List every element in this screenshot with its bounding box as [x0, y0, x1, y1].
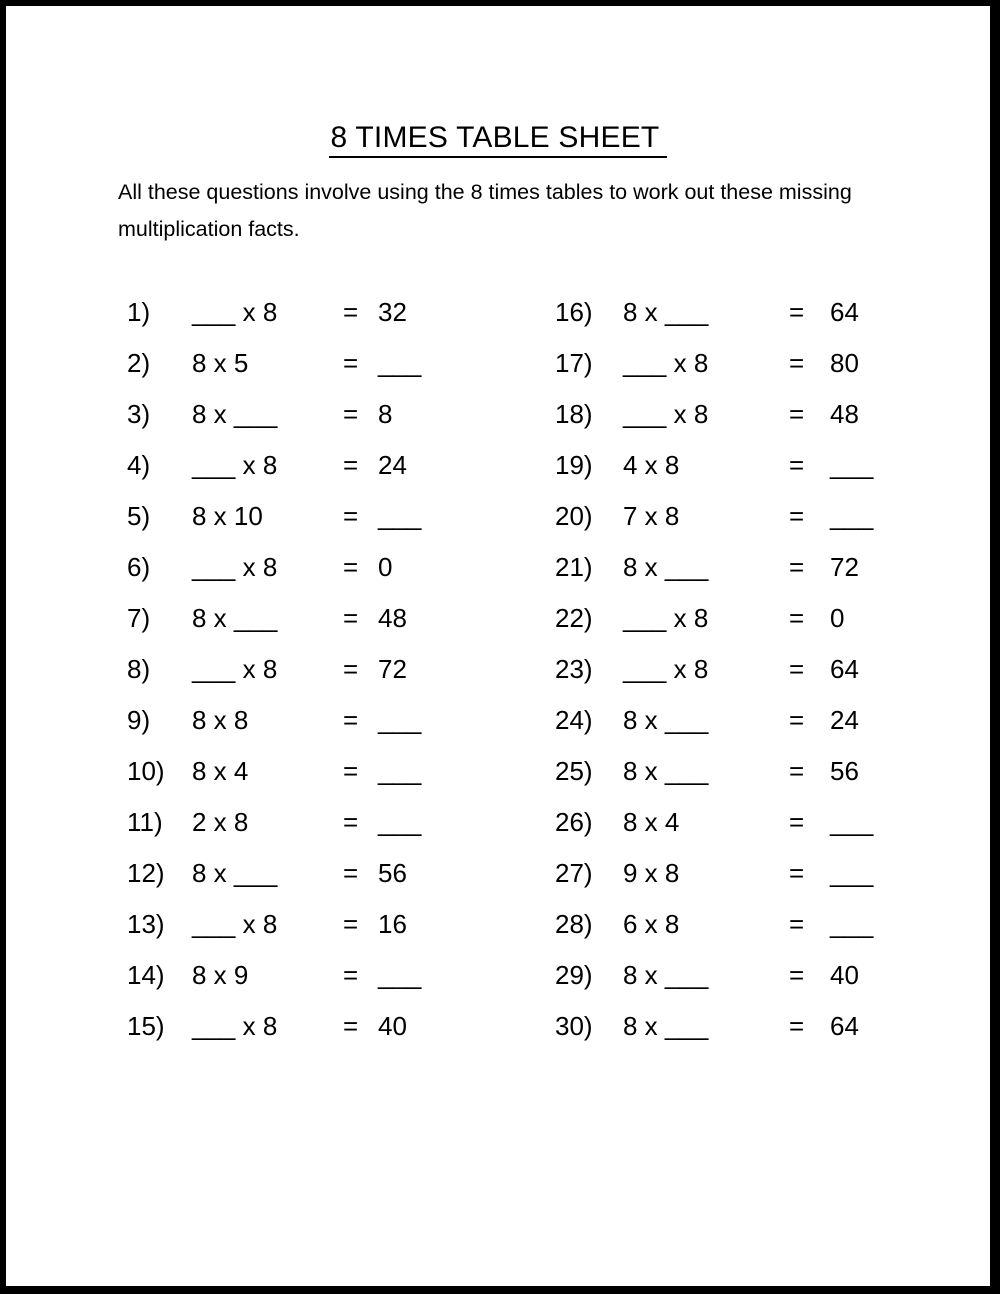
equals-sign: = [343, 348, 359, 378]
question-answer: 56 [830, 756, 859, 786]
equals-sign: = [343, 705, 359, 735]
equals-sign: = [343, 654, 359, 684]
question-column-left [6, 287, 426, 1052]
worksheet-title: 8 TIMES TABLE SHEET [329, 120, 668, 158]
question-number: 24) [555, 705, 593, 735]
question-number: 6) [127, 552, 151, 582]
question-answer: 64 [830, 297, 859, 327]
equals-sign: = [789, 450, 805, 480]
equals-sign: = [789, 501, 805, 531]
question-number: 28) [555, 909, 593, 939]
question-row [6, 746, 426, 797]
question-answer: 40 [378, 1011, 407, 1041]
equals-sign: = [343, 807, 359, 837]
question-answer: ___ [830, 450, 874, 480]
question-row [436, 746, 859, 797]
equals-sign: = [789, 960, 805, 990]
question-expression: ___ x 8 [192, 909, 278, 939]
question-number: 7) [127, 603, 151, 633]
equals-sign: = [789, 399, 805, 429]
question-number: 17) [555, 348, 593, 378]
question-expression: ___ x 8 [192, 1011, 278, 1041]
question-number: 20) [555, 501, 593, 531]
question-row [6, 338, 426, 389]
question-row [436, 797, 874, 848]
equals-sign: = [343, 399, 359, 429]
question-row [6, 899, 426, 950]
equals-sign: = [789, 909, 805, 939]
question-answer: ___ [378, 756, 422, 786]
question-row [6, 440, 426, 491]
question-row [6, 389, 426, 440]
question-answer: 40 [830, 960, 859, 990]
question-row [6, 593, 426, 644]
question-answer: ___ [378, 960, 422, 990]
equals-sign: = [789, 1011, 805, 1041]
question-row [436, 593, 856, 644]
question-row [6, 848, 426, 899]
question-row [6, 644, 426, 695]
question-answer: ___ [378, 705, 422, 735]
question-number: 13) [127, 909, 165, 939]
question-row [6, 287, 426, 338]
question-answer: 8 [378, 399, 393, 429]
equals-sign: = [343, 552, 359, 582]
question-expression: ___ x 8 [623, 603, 709, 633]
question-answer: 64 [830, 1011, 859, 1041]
question-expression: 8 x 4 [192, 756, 249, 786]
question-number: 2) [127, 348, 151, 378]
question-row [436, 389, 859, 440]
question-number: 3) [127, 399, 151, 429]
equals-sign: = [789, 552, 805, 582]
question-number: 19) [555, 450, 593, 480]
question-number: 5) [127, 501, 151, 531]
equals-sign: = [789, 603, 805, 633]
question-number: 30) [555, 1011, 593, 1041]
question-expression: ___ x 8 [192, 450, 278, 480]
question-answer: 24 [830, 705, 859, 735]
question-expression: 8 x ___ [192, 603, 278, 633]
question-answer: 72 [378, 654, 407, 684]
question-expression: 8 x ___ [192, 399, 278, 429]
equals-sign: = [343, 960, 359, 990]
equals-sign: = [789, 756, 805, 786]
equals-sign: = [789, 705, 805, 735]
question-answer: 72 [830, 552, 859, 582]
question-number: 25) [555, 756, 593, 786]
question-answer: ___ [378, 348, 422, 378]
question-expression: 7 x 8 [623, 501, 680, 531]
question-number: 16) [555, 297, 593, 327]
question-answer: 16 [378, 909, 407, 939]
question-expression: 8 x ___ [623, 705, 709, 735]
question-number: 1) [127, 297, 151, 327]
question-answer: 48 [830, 399, 859, 429]
question-answer: ___ [830, 807, 874, 837]
question-expression: 8 x ___ [623, 552, 709, 582]
question-expression: 9 x 8 [623, 858, 680, 888]
question-answer: 24 [378, 450, 407, 480]
question-row [436, 644, 859, 695]
question-expression: 4 x 8 [623, 450, 680, 480]
question-row [6, 695, 426, 746]
question-number: 18) [555, 399, 593, 429]
question-number: 15) [127, 1011, 165, 1041]
question-expression: 8 x ___ [623, 960, 709, 990]
equals-sign: = [789, 348, 805, 378]
question-expression: 8 x 10 [192, 501, 263, 531]
question-row [6, 950, 426, 1001]
equals-sign: = [343, 756, 359, 786]
question-answer: 0 [378, 552, 393, 582]
question-number: 14) [127, 960, 165, 990]
question-number: 10) [127, 756, 165, 786]
equals-sign: = [789, 807, 805, 837]
equals-sign: = [343, 603, 359, 633]
equals-sign: = [789, 297, 805, 327]
question-number: 22) [555, 603, 593, 633]
question-expression: ___ x 8 [623, 654, 709, 684]
question-row [6, 491, 426, 542]
question-answer: ___ [378, 501, 422, 531]
question-expression: 6 x 8 [623, 909, 680, 939]
question-answer: 80 [830, 348, 859, 378]
equals-sign: = [343, 501, 359, 531]
question-row [6, 542, 426, 593]
equals-sign: = [789, 858, 805, 888]
question-answer: 56 [378, 858, 407, 888]
question-expression: 8 x 4 [623, 807, 680, 837]
question-expression: ___ x 8 [623, 348, 709, 378]
question-row [436, 1001, 859, 1052]
question-expression: 2 x 8 [192, 807, 249, 837]
question-number: 11) [127, 807, 163, 837]
question-expression: 8 x ___ [623, 1011, 709, 1041]
question-number: 9) [127, 705, 151, 735]
question-row [436, 848, 874, 899]
question-row [6, 797, 426, 848]
question-row [436, 695, 859, 746]
equals-sign: = [343, 297, 359, 327]
equals-sign: = [343, 450, 359, 480]
question-row [436, 491, 874, 542]
question-expression: 8 x 8 [192, 705, 249, 735]
question-row [436, 899, 874, 950]
question-number: 4) [127, 450, 151, 480]
question-row [436, 542, 859, 593]
equals-sign: = [343, 1011, 359, 1041]
question-column-right [436, 287, 874, 1052]
question-row [6, 1001, 426, 1052]
question-row [436, 440, 874, 491]
equals-sign: = [343, 858, 359, 888]
question-number: 8) [127, 654, 151, 684]
question-row [436, 950, 859, 1001]
question-answer: 64 [830, 654, 859, 684]
question-number: 26) [555, 807, 593, 837]
question-answer: ___ [830, 909, 874, 939]
question-expression: 8 x 5 [192, 348, 249, 378]
question-expression: 8 x ___ [623, 297, 709, 327]
question-number: 29) [555, 960, 593, 990]
question-answer: 48 [378, 603, 407, 633]
question-expression: ___ x 8 [192, 552, 278, 582]
question-number: 23) [555, 654, 593, 684]
question-expression: 8 x ___ [192, 858, 278, 888]
question-number: 21) [555, 552, 593, 582]
question-answer: ___ [830, 858, 874, 888]
equals-sign: = [343, 909, 359, 939]
question-answer: 32 [378, 297, 407, 327]
question-number: 12) [127, 858, 165, 888]
question-expression: 8 x ___ [623, 756, 709, 786]
question-expression: ___ x 8 [192, 297, 278, 327]
question-row [436, 338, 859, 389]
question-expression: ___ x 8 [192, 654, 278, 684]
question-expression: ___ x 8 [623, 399, 709, 429]
equals-sign: = [789, 654, 805, 684]
worksheet-instructions: All these questions involve using the 8 times tables to work out these missing multiplication facts. [118, 180, 852, 241]
question-row [436, 287, 859, 338]
question-answer: ___ [830, 501, 874, 531]
worksheet-page [6, 6, 990, 1286]
question-number: 27) [555, 858, 593, 888]
question-answer: 0 [830, 603, 845, 633]
question-expression: 8 x 9 [192, 960, 249, 990]
worksheet-title-wrap [6, 118, 990, 158]
question-answer: ___ [378, 807, 422, 837]
